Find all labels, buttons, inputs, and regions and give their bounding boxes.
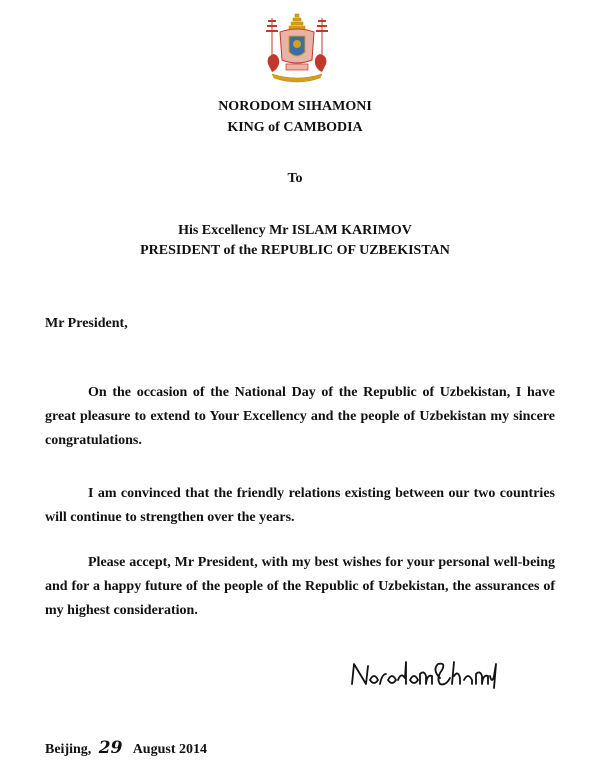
handwritten-signature-icon [348, 658, 500, 690]
royal-arms-of-cambodia-icon [262, 12, 332, 88]
recipient-title: PRESIDENT of the REPUBLIC OF UZBEKISTAN [140, 243, 450, 258]
recipient-name: His Excellency Mr ISLAM KARIMOV [178, 223, 412, 238]
letter-paragraph-2: I am convinced that the friendly relations existing between our two countries will continue to strengthen over the years. [45, 486, 555, 525]
sender-title: KING of CAMBODIA [227, 120, 363, 135]
letter-paragraph-3: Please accept, Mr President, with my best wishes for your personal well-being and for a happy future of the people of the Republic of Uzbekistan, the assurances of my highest consideration. [45, 555, 555, 618]
to-label: To [287, 171, 303, 186]
place: Beijing, [45, 742, 92, 757]
dateline [45, 738, 207, 758]
sender-name: NORODOM SIHAMONI [218, 99, 372, 114]
salutation: Mr President, [45, 316, 128, 331]
letter-paragraph-1: On the occasion of the National Day of the Republic of Uzbekistan, I have great pleasure to extend to Your Excellency and the people of Uzbekistan my sincere congratulations. [45, 385, 555, 448]
date-month-year: August 2014 [132, 742, 207, 757]
date-day: 29 [98, 738, 123, 758]
